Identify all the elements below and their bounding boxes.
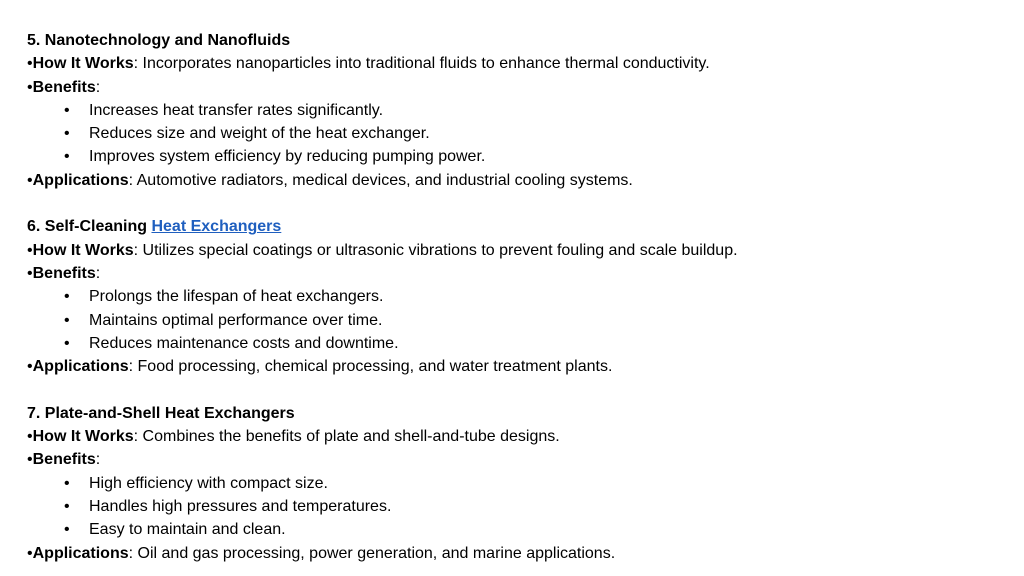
benefits-label: Benefits	[32, 264, 96, 282]
bullet-icon: •	[27, 78, 33, 96]
benefits-label: Benefits	[32, 78, 96, 96]
benefits-line	[27, 76, 1007, 99]
section-heading-text: 5. Nanotechnology and Nanofluids	[27, 32, 291, 49]
benefit-item	[27, 332, 1007, 355]
section-plate-and-shell	[27, 402, 1007, 565]
bullet-icon: •	[27, 428, 33, 446]
bullet-icon: •	[64, 311, 70, 329]
benefit-item	[27, 145, 1007, 168]
applications-label: Applications	[32, 358, 129, 376]
bullet-icon: •	[64, 521, 70, 539]
section-heading	[27, 215, 1007, 238]
benefit-text: Reduces size and weight of the heat exchanger.	[89, 125, 430, 143]
how-it-works-label: How It Works	[32, 428, 134, 446]
applications-text: : Oil and gas processing, power generation, and marine applications.	[128, 544, 616, 562]
how-it-works-line	[27, 52, 1007, 75]
bullet-icon: •	[64, 125, 70, 143]
bullet-icon: •	[64, 474, 70, 492]
benefit-text: Improves system efficiency by reducing pumping power.	[89, 148, 486, 166]
bullet-icon: •	[27, 264, 33, 282]
benefits-label: Benefits	[32, 451, 96, 469]
how-it-works-text: : Combines the benefits of plate and shell-and-tube designs.	[133, 428, 560, 446]
how-it-works-label: How It Works	[32, 241, 134, 259]
section-heading-text: 6. Self-Cleaning	[27, 218, 152, 236]
benefit-item	[27, 309, 1007, 332]
applications-line	[27, 542, 1007, 565]
bullet-icon: •	[64, 334, 70, 352]
benefit-item	[27, 285, 1007, 308]
benefit-text: Prolongs the lifespan of heat exchangers.	[89, 288, 384, 306]
applications-text: : Food processing, chemical processing, and water treatment plants.	[128, 358, 613, 376]
how-it-works-text: : Incorporates nanoparticles into traditional fluids to enhance thermal conductivity.	[133, 55, 710, 73]
bullet-icon: •	[27, 55, 33, 73]
applications-line	[27, 355, 1007, 378]
heat-exchangers-link[interactable]: Heat Exchangers	[151, 218, 282, 236]
benefit-text: High efficiency with compact size.	[89, 474, 328, 492]
benefits-line	[27, 262, 1007, 285]
applications-label: Applications	[32, 171, 129, 189]
benefit-item	[27, 472, 1007, 495]
applications-label: Applications	[32, 544, 129, 562]
how-it-works-text: : Utilizes special coatings or ultrasonic vibrations to prevent fouling and scale buildup.	[133, 241, 738, 259]
benefits-suffix: :	[95, 264, 101, 282]
benefit-text: Increases heat transfer rates significantly.	[89, 101, 384, 119]
applications-text: : Automotive radiators, medical devices, and industrial cooling systems.	[128, 171, 633, 189]
section-heading-text: 7. Plate-and-Shell Heat Exchangers	[27, 404, 295, 422]
bullet-icon: •	[27, 358, 33, 376]
how-it-works-line	[27, 239, 1007, 262]
section-heading	[27, 402, 1007, 425]
section-self-cleaning	[27, 215, 1007, 378]
benefit-text: Reduces maintenance costs and downtime.	[89, 334, 399, 352]
benefit-item	[27, 122, 1007, 145]
bullet-icon: •	[64, 288, 70, 306]
section-heading	[27, 29, 1007, 52]
benefits-suffix: :	[95, 78, 101, 96]
benefit-item	[27, 518, 1007, 541]
applications-line	[27, 169, 1007, 192]
bullet-icon: •	[64, 497, 70, 515]
section-nanotechnology	[27, 29, 1007, 192]
benefit-text: Easy to maintain and clean.	[89, 521, 286, 539]
how-it-works-label: How It Works	[32, 55, 134, 73]
benefits-line	[27, 448, 1007, 471]
bullet-icon: •	[64, 148, 70, 166]
benefit-item	[27, 99, 1007, 122]
benefit-item	[27, 495, 1007, 518]
bullet-icon: •	[27, 171, 33, 189]
bullet-icon: •	[64, 101, 70, 119]
benefit-text: Maintains optimal performance over time.	[89, 311, 383, 329]
benefits-suffix: :	[95, 451, 101, 469]
benefit-text: Handles high pressures and temperatures.	[89, 497, 392, 515]
slide-content	[27, 29, 1007, 565]
bullet-icon: •	[27, 451, 33, 469]
how-it-works-line	[27, 425, 1007, 448]
bullet-icon: •	[27, 241, 33, 259]
bullet-icon: •	[27, 544, 33, 562]
